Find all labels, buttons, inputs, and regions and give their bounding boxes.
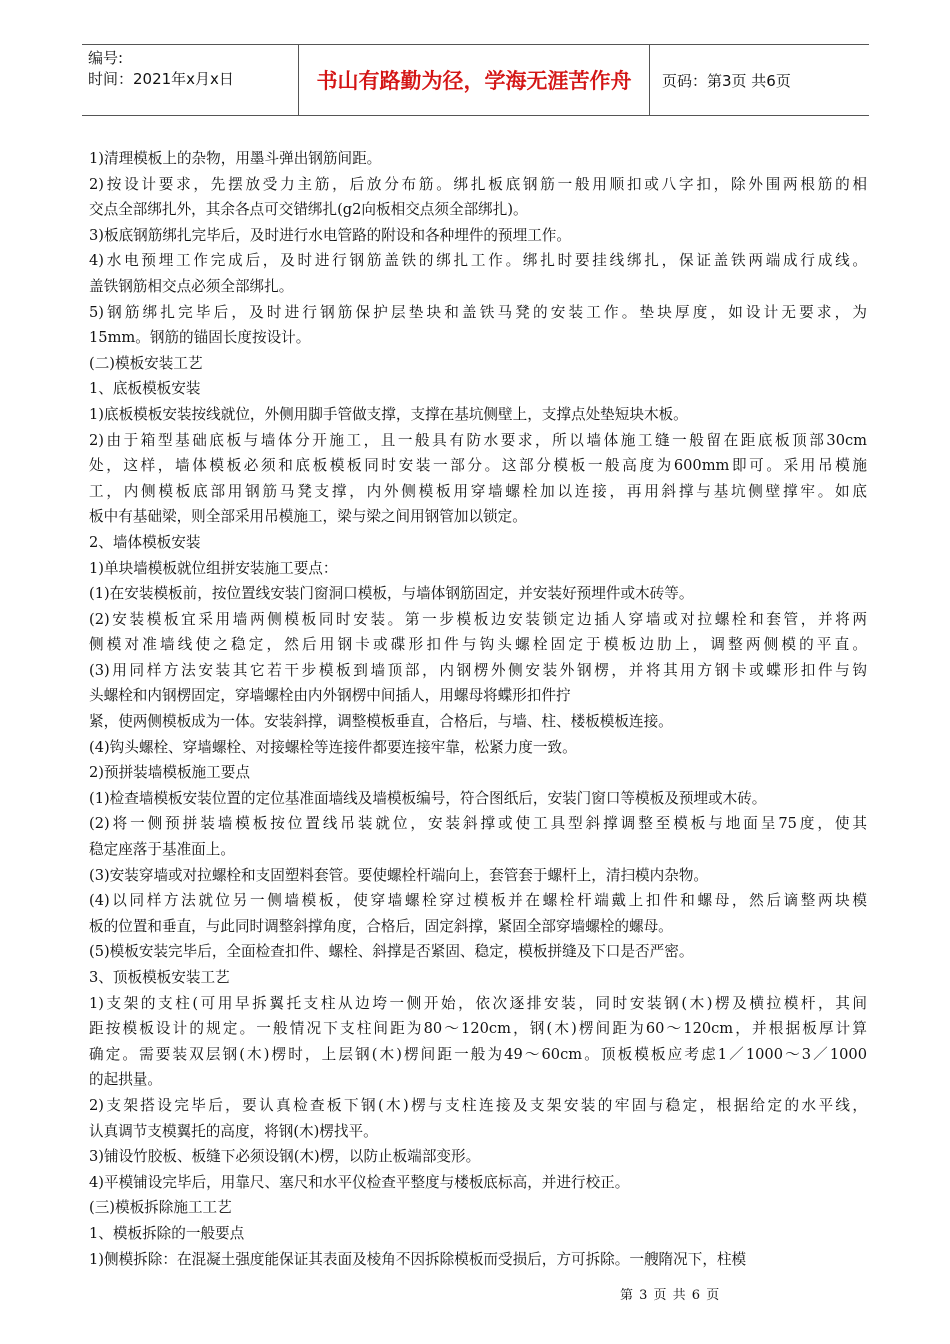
header-motto: 书山有路勤为径，学海无涯苦作舟 — [298, 45, 650, 115]
text-line: 4)水电预埋工作完成后，及时进行钢筋盖铁的绑扎工作。绑扎时要挂线绑扎，保证盖铁两端成行成线。 — [89, 252, 867, 270]
header-page-info: 页码：第3页 共6页 — [662, 71, 791, 90]
text-line: 距按模板设计的规定。一般情况下支柱间距为80～120cm，钢(木)楞间距为60～120cm，并根据板厚计算 — [89, 1020, 867, 1038]
text-line: 3、顶板模板安装工艺 — [89, 969, 230, 986]
text-line: 认真调节支模翼托的高度，将钢(木)楞找平。 — [89, 1122, 378, 1140]
text-line: 2)由于箱型基础底板与墙体分开施工，且一般具有防水要求，所以墙体施工缝一般留在距底板顶部30cm — [89, 431, 867, 449]
text-line: 1)底板模板安装按线就位，外侧用脚手管做支撑，支撑在基坑侧壁上，支撑点处垫短块木板。 — [89, 405, 688, 423]
text-line: 1)支架的支柱(可用早拆翼托支柱从边垮一侧开始，依次逐排安装，同时安装钢(木)楞及横拉模杆，其间 — [89, 994, 867, 1012]
header-meta — [82, 45, 298, 115]
text-line: (3)用同样方法安装其它若干步模板到墙顶部，内钢楞外侧安装外钢楞，并将其用方钢卡或蝶形扣件与钩 — [89, 661, 867, 679]
text-line: (4)钩头螺栓、穿墙螺栓、对接螺栓等连接件都要连接牢靠，松紧力度一致。 — [89, 738, 577, 756]
text-line: (1)在安装模板前，按位置线安装门窗洞口模板，与墙体钢筋固定，并安装好预埋件或木砖等。 — [89, 585, 694, 603]
text-line: 侧模对准墙线使之稳定，然后用钢卡或碟形扣件与钩头螺栓固定于模板边肋上，调整两侧模的平直。 — [89, 636, 867, 654]
text-line: 交点全部绑扎外，其余各点可交错绑扎(g2向板相交点须全部绑扎)。 — [89, 201, 528, 219]
page-header — [82, 44, 869, 116]
document-body — [89, 146, 867, 1272]
text-line: 3)铺设竹胶板、板缝下必须设钢(木)楞，以防止板端部变形。 — [89, 1148, 481, 1166]
document-date: 时间：2021年x月x日 — [88, 70, 234, 88]
text-line: (2)安装模板宜采用墙两侧模板同时安装。第一步模板边安装锁定边插人穿墙或对拉螺栓和套管，并将两 — [89, 610, 867, 628]
text-line: 2)支架搭设完毕后，要认真检查板下钢(木)楞与支柱连接及支架安装的牢固与稳定，根据给定的水平线， — [89, 1096, 867, 1114]
text-line: 2)预拼装墙模板施工要点 — [89, 764, 250, 782]
text-line: 2)按设计要求，先摆放受力主筋，后放分布筋。绑扎板底钢筋一般用顺扣或八字扣，除外围两根筋的相 — [89, 175, 867, 193]
text-line: 15mm。钢筋的锚固长度按设计。 — [89, 329, 311, 347]
text-line: 板中有基础梁，则全部采用吊模施工，梁与梁之间用钢管加以锁定。 — [89, 508, 527, 526]
text-line: 2、墙体模板安装 — [89, 533, 201, 551]
text-line: 工，内侧模板底部用钢筋马凳支撑，内外侧模板用穿墙螺栓加以连接，再用斜撑与基坑侧壁撑牢。如底 — [89, 482, 867, 500]
text-line: 1)清理模板上的杂物，用墨斗弹出钢筋间距。 — [89, 150, 382, 167]
text-line: 确定。需要装双层钢(木)楞时，上层钢(木)楞间距一般为49～60cm。顶板模板应考虑1／1000～3／1000 — [89, 1045, 867, 1063]
text-line: 1、模板拆除的一般要点 — [89, 1224, 245, 1242]
text-line: 紧，使两侧模板成为一体。安装斜撑，调整模板垂直，合格后，与墙、柱、楼板模板连接。 — [89, 713, 673, 731]
text-line: (三)模板拆除施工工艺 — [89, 1199, 232, 1217]
text-line: (2)将一侧预拼装墙模板按位置线吊装就位，安装斜撑或使工具型斜撑调整至模板与地面呈75度，使其 — [89, 815, 867, 833]
text-line: (4)以同样方法就位另一侧墙模板，使穿墙螺栓穿过模板并在螺栓杆端戴上扣件和螺母，然后谪整两块模 — [89, 892, 867, 910]
text-line: 1)单块墙模板就位组拼安装施工要点： — [89, 559, 338, 577]
text-line: (二)模板安装工艺 — [89, 354, 203, 372]
text-line: 的起拱量。 — [89, 1071, 162, 1089]
text-line: 处，这样，墙体模板必须和底板模板同时安装一部分。这部分模板一般高度为600mm即可。采用吊模施 — [89, 457, 867, 475]
text-line: 4)平模铺设完毕后，用靠尺、塞尺和水平仪检查平整度与楼板底标高，并进行校正。 — [89, 1173, 630, 1191]
page-footer: 第 3 页 共 6 页 — [620, 1288, 721, 1303]
text-line: 1)侧模拆除：在混凝土强度能保证其表面及棱角不因拆除模板而受损后，方可拆除。一艘隋况下，柱模 — [89, 1250, 747, 1268]
text-line: 1、底板模板安装 — [89, 380, 201, 398]
document-number-label: 编号: — [88, 49, 124, 67]
text-line: (1)检查墙模板安装位置的定位基准面墙线及墙模板编号，符合图纸后，安装门窗口等模板及预埋或木砖。 — [89, 789, 767, 807]
text-line: 板的位置和垂直，与此同时调整斜撑角度，合格后，固定斜撑，紧固全部穿墙螺栓的螺母。 — [89, 917, 673, 935]
text-line: 头螺栓和内钢楞固定，穿墙螺栓由内外钢楞中间插人，用螺母将蝶形扣件拧 — [89, 687, 571, 705]
text-line: 稳定座落于基准面上。 — [89, 841, 235, 859]
text-line: 盖铁钢筋相交点必须全部绑扎。 — [89, 277, 294, 295]
text-line: (3)安装穿墙或对拉螺栓和支固塑料套管。要使螺栓杆端向上，套管套于螺杆上，清扫模内杂物。 — [89, 866, 709, 884]
text-line: 3)板底钢筋绑扎完毕后，及时进行水电管路的附设和各种埋件的预埋工作。 — [89, 226, 571, 244]
text-line: (5)模板安装完毕后，全面检查扣件、螺栓、斜撑是否紧固、稳定，模板拼缝及下口是否严密。 — [89, 943, 694, 961]
text-line: 5)钢筋绑扎完毕后，及时进行钢筋保护层垫块和盖铁马凳的安装工作。垫块厚度，如设计无要求，为 — [89, 303, 867, 321]
